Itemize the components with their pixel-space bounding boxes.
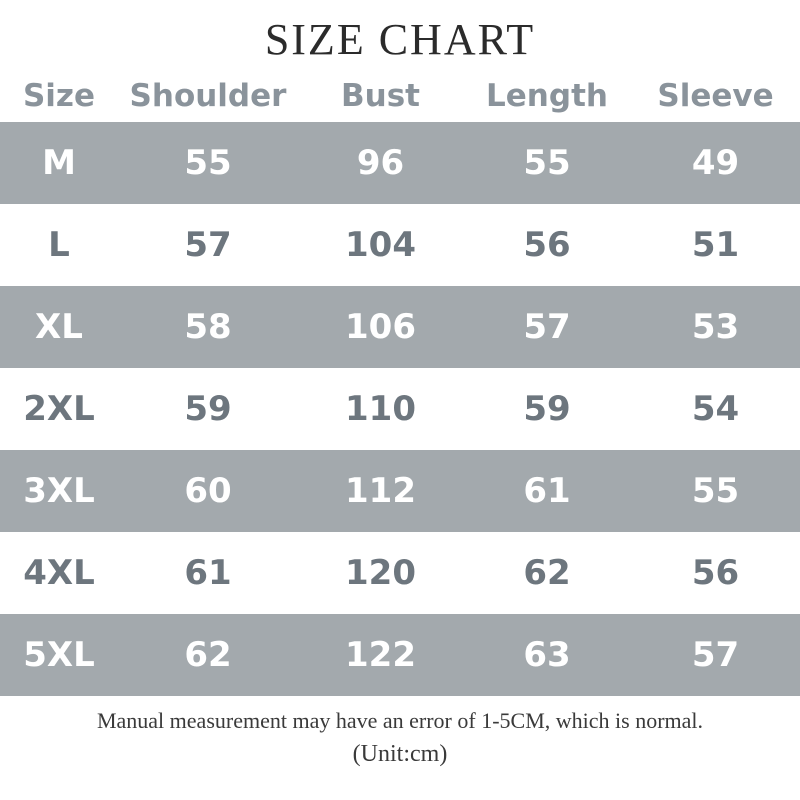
cell-length: 61 — [523, 471, 571, 512]
cell-bust: 96 — [356, 143, 405, 184]
cell-shoulder: 60 — [184, 471, 232, 512]
cell-bust: 110 — [345, 389, 416, 430]
cell-size: L — [48, 225, 70, 266]
cell-sleeve: 56 — [691, 553, 740, 594]
cell-sleeve: 55 — [691, 471, 740, 512]
page-title: SIZE CHART — [264, 15, 536, 64]
table-header-row — [0, 70, 800, 122]
cell-shoulder: 62 — [184, 635, 232, 676]
cell-size: 5XL — [23, 635, 95, 676]
cell-length: 59 — [523, 389, 571, 430]
cell-shoulder: 57 — [184, 225, 232, 266]
cell-length: 57 — [523, 307, 571, 348]
table-row — [0, 450, 800, 532]
cell-length: 56 — [523, 225, 571, 266]
measurement-note: Manual measurement may have an error of 1-5CM, which is normal. — [96, 708, 704, 734]
cell-sleeve: 51 — [691, 225, 740, 266]
cell-bust: 106 — [345, 307, 416, 348]
column-header-sleeve: Sleeve — [631, 70, 800, 122]
cell-sleeve: 49 — [691, 143, 740, 184]
table-row — [0, 614, 800, 696]
cell-shoulder: 61 — [184, 553, 232, 594]
column-header-size: Size — [0, 70, 118, 122]
cell-sleeve: 57 — [691, 635, 740, 676]
cell-shoulder: 55 — [184, 143, 232, 184]
chart-footer — [0, 706, 800, 772]
table-row — [0, 532, 800, 614]
table-row — [0, 122, 800, 204]
cell-size: 3XL — [23, 471, 95, 512]
cell-size: 2XL — [23, 389, 95, 430]
table-row — [0, 368, 800, 450]
cell-bust: 120 — [345, 553, 416, 594]
cell-bust: 112 — [345, 471, 416, 512]
cell-length: 63 — [523, 635, 571, 676]
cell-size: XL — [35, 307, 83, 348]
cell-shoulder: 59 — [184, 389, 232, 430]
cell-size: 4XL — [23, 553, 95, 594]
cell-shoulder: 58 — [184, 307, 232, 348]
cell-size: M — [42, 143, 76, 184]
cell-bust: 104 — [345, 225, 416, 266]
column-header-length: Length — [463, 70, 631, 122]
cell-bust: 122 — [345, 635, 416, 676]
size-chart-table — [0, 70, 800, 696]
cell-length: 62 — [523, 553, 571, 594]
cell-sleeve: 54 — [691, 389, 740, 430]
table-row — [0, 286, 800, 368]
column-header-shoulder: Shoulder — [118, 70, 298, 122]
table-row — [0, 204, 800, 286]
unit-note: (Unit:cm) — [352, 741, 448, 768]
cell-length: 55 — [523, 143, 571, 184]
column-header-bust: Bust — [298, 70, 463, 122]
cell-sleeve: 53 — [691, 307, 740, 348]
